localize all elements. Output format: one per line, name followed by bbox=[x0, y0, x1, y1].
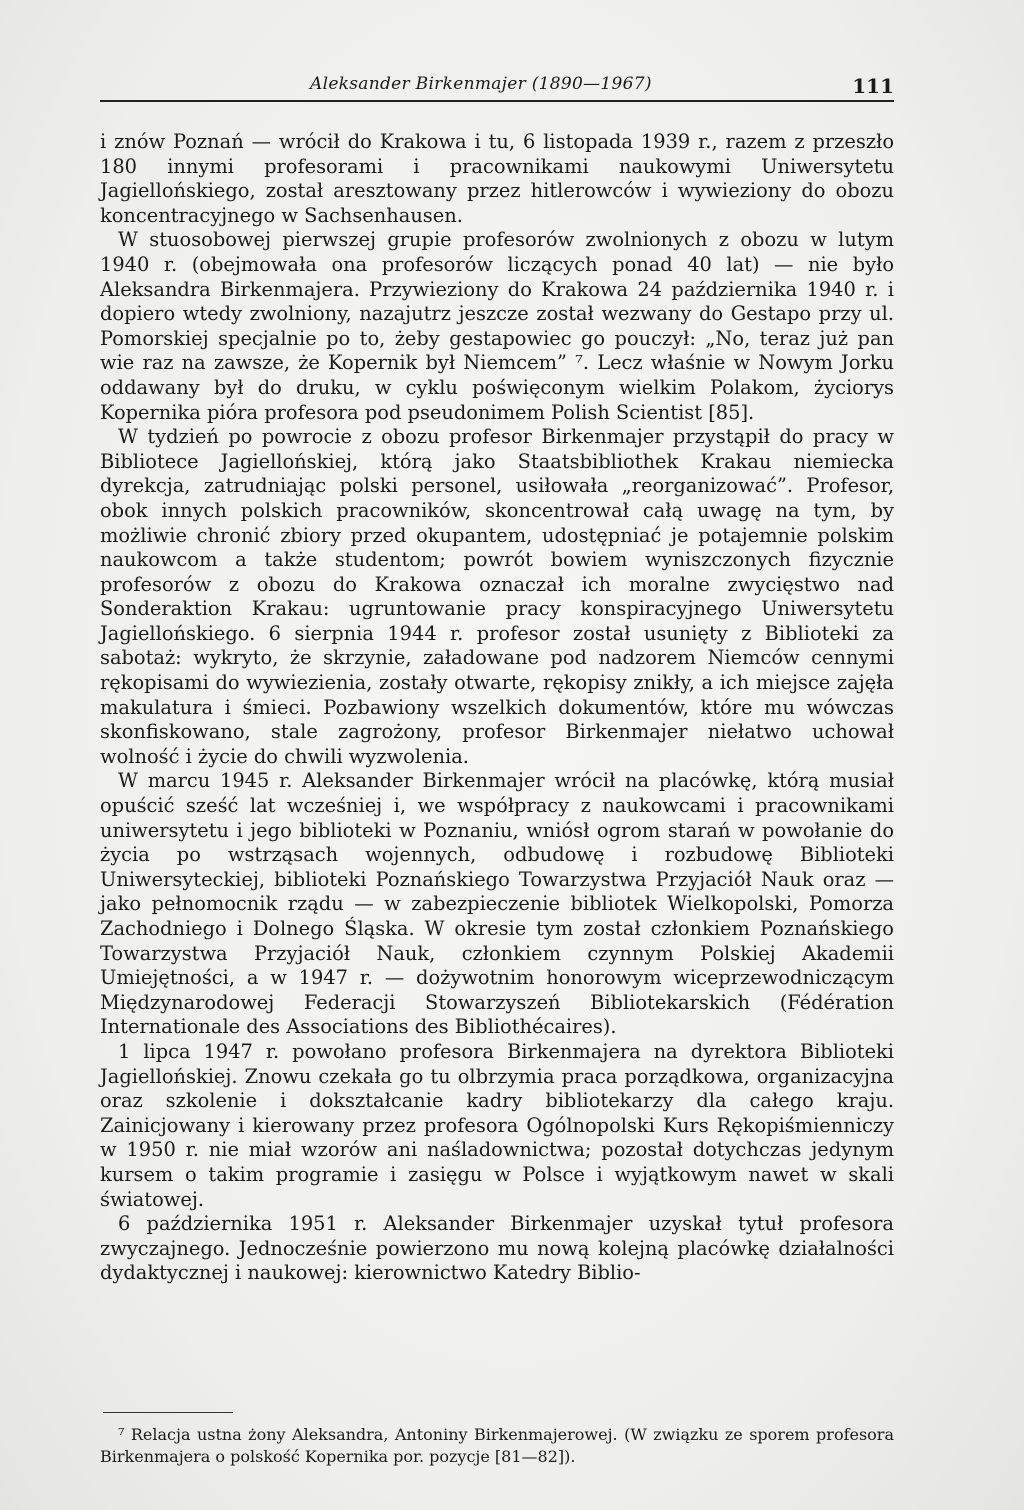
running-head bbox=[100, 72, 894, 102]
paragraph-4: W marcu 1945 r. Aleksander Birkenmajer wrócił na placówkę, którą musiał opuścić sześć lat wcześniej i, we współpracy z naukowcami i pracownikami uniwersytetu i jego biblioteki w Poznaniu, wniósł ogrom starań w powołanie do życia po wstrząsach wojennych, odbudowę i rozbudowę Biblioteki Uniwersyteckiej, biblioteki Poznańskiego Towarzystwa Przyjaciół Nauk oraz — jako pełnomocnik rządu — w zabezpieczenie bibliotek Wielkopolski, Pomorza Zachodniego i Dolnego Śląska. W okresie tym został członkiem Poznańskiego Towarzystwa Przyjaciół Nauk, członkiem czynnym Polskiej Akademii Umiejętności, a w 1947 r. — dożywotnim honorowym wiceprzewodniczącym Międzynarodowej Federacji Stowarzyszeń Bibliotekarskich (Fédération Internationale des Associations des Bibliothécaires). bbox=[100, 769, 894, 1039]
paragraph-3: W tydzień po powrocie z obozu profesor Birkenmajer przystąpił do pracy w Bibliotece Jagiellońskiej, którą jako Staatsbibliothek Krakau niemiecka dyrekcja, zatrudniając polski personel, usiłowała „reorganizować”. Profesor, obok innych polskich pracowników, skoncentrował całą uwagę na tym, by możliwie chronić zbiory przed okupantem, udostępniać je potajemnie polskim naukowcom a także studentom; powrót bowiem wyniszczonych fizycznie profesorów z obozu do Krakowa oznaczał ich moralne zwycięstwo nad Sonderaktion Krakau: ugruntowanie pracy konspiracyjnego Uniwersytetu Jagiellońskiego. 6 sierpnia 1944 r. profesor został usunięty z Biblioteki za sabotaż: wykryto, że skrzynie, załadowane pod nadzorem Niemców cennymi rękopisami do wywiezienia, zostały otwarte, rękopisy znikły, a ich miejsce zajęła makulatura i śmieci. Pozbawiony wszelkich dokumentów, które mu wówczas skonfiskowano, stale zagrożony, profesor Birkenmajer niełatwo uchował wolność i życie do chwili wyzwolenia. bbox=[100, 425, 894, 768]
paragraph-1: i znów Poznań — wrócił do Krakowa i tu, 6 listopada 1939 r., razem z przeszło 180 innymi profesorami i pracownikami naukowymi Uniwersytetu Jagiellońskiego, został aresztowany przez hitlerowców i wywieziony do obozu koncentracyjnego w Sachsenhausen. bbox=[100, 130, 894, 227]
page-number: 111 bbox=[852, 74, 894, 98]
running-title: Aleksander Birkenmajer (1890—1967) bbox=[310, 74, 652, 94]
paragraph-5: 1 lipca 1947 r. powołano profesora Birkenmajera na dyrektora Biblioteki Jagiellońskiej. Znowu czekała go tu olbrzymia praca porządkowa, organizacyjna oraz szkolenie i dokształcanie kadry bibliotekarzy dla całego kraju. Zainicjowany i kierowany przez profesora Ogólnopolski Kurs Rękopiśmienniczy w 1950 r. nie miał wzorów ani naśladownictwa; pozostał dotychczas jedynym kursem o takim programie i zasięgu w Polsce i wyjątkowym nawet w skali światowej. bbox=[100, 1039, 894, 1211]
paragraph-2: W stuosobowej pierwszej grupie profesorów zwolnionych z obozu w lutym 1940 r. (obejmowała ona profesorów liczących ponad 40 lat) — nie było Aleksandra Birkenmajera. Przywieziony do Krakowa 24 października 1940 r. i dopiero wtedy zwolniony, nazajutrz jeszcze został wezwany do Gestapo przy ul. Pomorskiej specjalnie po to, żeby gestapowiec go pouczył: „No, teraz już pan wie raz na zawsze, że Kopernik był Niemcem” ⁷. Lecz właśnie w Nowym Jorku oddawany był do druku, w cyklu poświęconym wielkim Polakom, życiorys Kopernika pióra profesora pod pseudonimem Polish Scientist [85]. bbox=[100, 228, 894, 424]
paragraph-6: 6 października 1951 r. Aleksander Birkenmajer uzyskał tytuł profesora zwyczajnego. Jednocześnie powierzono mu nową kolejną placówkę działalności dydaktycznej i naukowej: kierownictwo Katedry Biblio- bbox=[100, 1212, 894, 1285]
body-text bbox=[100, 130, 894, 1286]
header-rule bbox=[100, 100, 894, 102]
footnote bbox=[100, 1424, 894, 1468]
footnote-rule bbox=[103, 1412, 233, 1413]
footnote-7: ⁷ Relacja ustna żony Aleksandra, Antoniny Birkenmajerowej. (W związku ze sporem profesora Birkenmajera o polskość Kopernika por. pozycje [81—82]). bbox=[100, 1425, 894, 1466]
